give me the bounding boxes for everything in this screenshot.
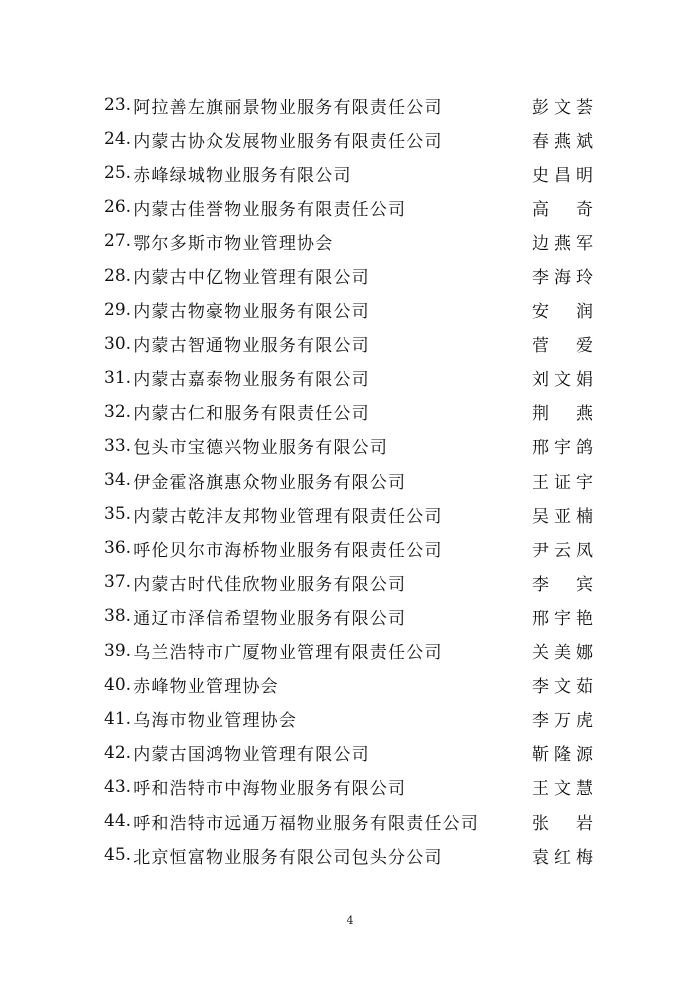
entry-number: 45 <box>104 845 126 866</box>
entry-organization: 内蒙古嘉泰物业服务有限公司 <box>133 370 370 391</box>
entry-number: 36 <box>104 538 126 559</box>
entry-number: 26 <box>104 197 126 218</box>
entry-number: 30 <box>104 333 126 354</box>
entry-number: 24 <box>104 129 126 150</box>
entry-person: 邢宇艳 <box>532 608 594 629</box>
entry-organization: 乌兰浩特市广厦物业管理有限责任公司 <box>133 643 443 664</box>
entry-person: 史昌明 <box>532 165 594 186</box>
list-item: 34 . 伊金霍洛旗惠众物业服务有限公司 王证宇 <box>104 463 594 497</box>
list-item: 44 . 呼和浩特市远通万福物业服务有限责任公司 张 岩 <box>104 804 594 838</box>
entry-number: 28 <box>104 265 126 286</box>
entry-person: 刘文娟 <box>532 370 594 391</box>
entry-person: 李文茹 <box>532 677 594 698</box>
list-item: 30 . 内蒙古智通物业服务有限公司 菅 爱 <box>104 327 594 361</box>
list-item: 31 . 内蒙古嘉泰物业服务有限公司 刘文娟 <box>104 361 594 395</box>
entry-organization: 内蒙古中亿物业管理有限公司 <box>133 268 370 289</box>
list-item: 36 . 呼伦贝尔市海桥物业服务有限责任公司 尹云凤 <box>104 531 594 565</box>
entry-number: 39 <box>104 640 126 661</box>
entry-number: 34 <box>104 470 126 491</box>
entry-organization: 内蒙古协众发展物业服务有限责任公司 <box>133 131 443 152</box>
list-item: 23 . 阿拉善左旗丽景物业服务有限责任公司 彭文荟 <box>104 88 594 122</box>
entry-number: 37 <box>104 572 126 593</box>
list-item: 40 . 赤峰物业管理协会 李文茹 <box>104 668 594 702</box>
entry-number: 23 <box>104 95 126 116</box>
list-item: 26 . 内蒙古佳誉物业服务有限责任公司 高 奇 <box>104 190 594 224</box>
entry-person: 张 岩 <box>532 813 594 834</box>
page-number: 4 <box>346 914 354 927</box>
entry-number: 38 <box>104 606 126 627</box>
entry-organization: 呼和浩特市远通万福物业服务有限责任公司 <box>133 813 480 834</box>
entry-number: 42 <box>104 742 126 763</box>
entry-number: 31 <box>104 367 126 388</box>
entry-person: 李万虎 <box>532 711 594 732</box>
entry-organization: 内蒙古国鸿物业管理有限公司 <box>133 745 370 766</box>
entry-organization: 阿拉善左旗丽景物业服务有限责任公司 <box>133 97 443 118</box>
list-item: 27 . 鄂尔多斯市物业管理协会 边燕军 <box>104 224 594 258</box>
entry-number: 25 <box>104 163 126 184</box>
list-item: 42 . 内蒙古国鸿物业管理有限公司 靳隆源 <box>104 736 594 770</box>
entry-person: 王文慧 <box>532 779 594 800</box>
entry-organization: 内蒙古佳誉物业服务有限责任公司 <box>133 199 407 220</box>
list-item: 37 . 内蒙古时代佳欣物业服务有限公司 李 宾 <box>104 565 594 599</box>
entry-person: 李 宾 <box>532 574 594 595</box>
entry-person: 吴亚楠 <box>532 506 594 527</box>
list-item: 24 . 内蒙古协众发展物业服务有限责任公司 春燕斌 <box>104 122 594 156</box>
entry-number: 29 <box>104 299 126 320</box>
list-item: 29 . 内蒙古物豪物业服务有限公司 安 润 <box>104 293 594 327</box>
list-item: 25 . 赤峰绿城物业服务有限公司 史昌明 <box>104 156 594 190</box>
entry-organization: 赤峰绿城物业服务有限公司 <box>133 165 352 186</box>
entry-number: 44 <box>104 811 126 832</box>
entry-person: 彭文荟 <box>532 97 594 118</box>
list-item: 43 . 呼和浩特市中海物业服务有限公司 王文慧 <box>104 770 594 804</box>
entry-person: 菅 爱 <box>532 336 594 357</box>
entry-organization: 内蒙古乾沣友邦物业管理有限责任公司 <box>133 506 443 527</box>
entry-organization: 内蒙古物豪物业服务有限公司 <box>133 302 370 323</box>
entry-organization: 内蒙古仁和服务有限责任公司 <box>133 404 370 425</box>
entry-organization: 通辽市泽信希望物业服务有限公司 <box>133 608 407 629</box>
list-item: 35 . 内蒙古乾沣友邦物业管理有限责任公司 吴亚楠 <box>104 497 594 531</box>
list-item: 28 . 内蒙古中亿物业管理有限公司 李海玲 <box>104 258 594 292</box>
list-item: 38 . 通辽市泽信希望物业服务有限公司 邢宇艳 <box>104 599 594 633</box>
entry-person: 边燕军 <box>532 233 594 254</box>
list-item: 39 . 乌兰浩特市广厦物业管理有限责任公司 关美娜 <box>104 634 594 668</box>
list-item: 41 . 乌海市物业管理协会 李万虎 <box>104 702 594 736</box>
entry-number: 43 <box>104 776 126 797</box>
entry-number: 33 <box>104 435 126 456</box>
entry-person: 袁红梅 <box>532 847 594 868</box>
entry-number: 40 <box>104 674 126 695</box>
entry-person: 靳隆源 <box>532 745 594 766</box>
entry-organization: 鄂尔多斯市物业管理协会 <box>133 233 334 254</box>
entry-organization: 包头市宝德兴物业服务有限公司 <box>133 438 389 459</box>
entry-person: 高 奇 <box>532 199 594 220</box>
entry-organization: 呼伦贝尔市海桥物业服务有限责任公司 <box>133 540 443 561</box>
list-item: 32 . 内蒙古仁和服务有限责任公司 荆 燕 <box>104 395 594 429</box>
entry-organization: 呼和浩特市中海物业服务有限公司 <box>133 779 407 800</box>
entry-organization: 内蒙古智通物业服务有限公司 <box>133 336 370 357</box>
entry-list <box>104 88 594 872</box>
entry-number: 41 <box>104 708 126 729</box>
entry-organization: 乌海市物业管理协会 <box>133 711 298 732</box>
entry-person: 尹云凤 <box>532 540 594 561</box>
entry-person: 安 润 <box>532 302 594 323</box>
entry-number: 35 <box>104 504 126 525</box>
entry-person: 王证宇 <box>532 472 594 493</box>
entry-organization: 北京恒富物业服务有限公司包头分公司 <box>133 847 443 868</box>
entry-person: 关美娜 <box>532 643 594 664</box>
entry-person: 春燕斌 <box>532 131 594 152</box>
entry-person: 邢宇鸽 <box>532 438 594 459</box>
entry-person: 李海玲 <box>532 268 594 289</box>
entry-organization: 内蒙古时代佳欣物业服务有限公司 <box>133 574 407 595</box>
entry-person: 荆 燕 <box>532 404 594 425</box>
entry-number: 27 <box>104 231 126 252</box>
list-item: 45 . 北京恒富物业服务有限公司包头分公司 袁红梅 <box>104 838 594 872</box>
entry-organization: 赤峰物业管理协会 <box>133 677 279 698</box>
entry-organization: 伊金霍洛旗惠众物业服务有限公司 <box>133 472 407 493</box>
entry-number: 32 <box>104 401 126 422</box>
list-item: 33 . 包头市宝德兴物业服务有限公司 邢宇鸽 <box>104 429 594 463</box>
